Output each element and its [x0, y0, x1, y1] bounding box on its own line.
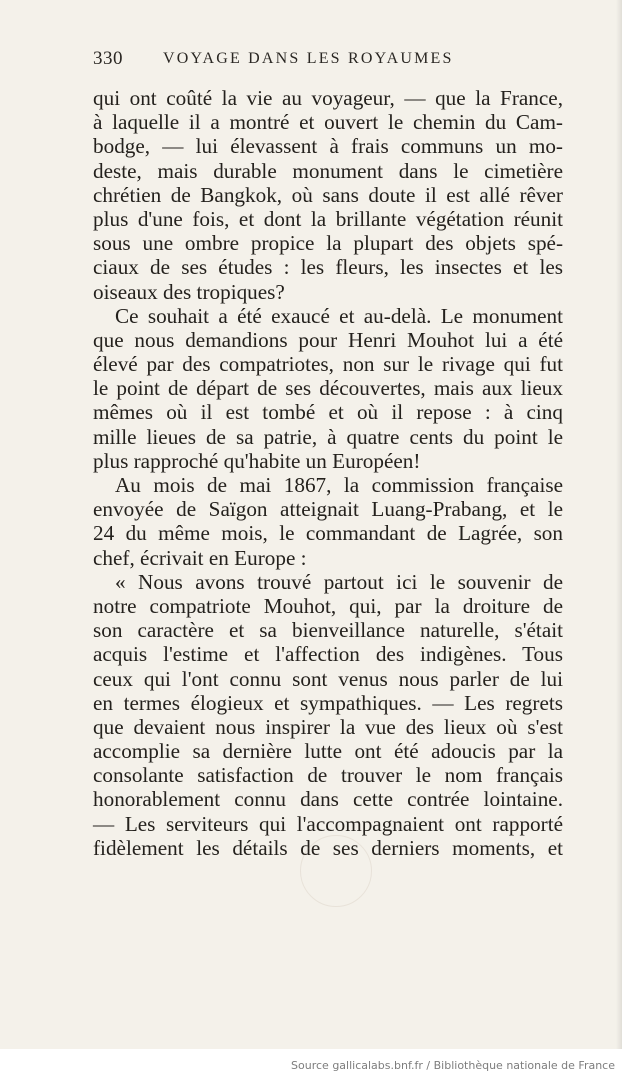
text-line: notre compatriote Mouhot, qui, par la droiture de: [93, 593, 563, 618]
page-number: 330: [93, 48, 123, 69]
text-line: en termes élogieux et sympathiques. — Les regrets: [93, 690, 563, 715]
text-line: accomplie sa dernière lutte ont été adoucis par la: [93, 739, 563, 764]
page-header: [93, 48, 563, 78]
text-line: que devaient nous inspirer la vue des lieux où s'est: [93, 714, 563, 739]
text-line: élevé par des compatriotes, non sur le rivage qui fut: [93, 352, 563, 377]
text-line: Au mois de mai 1867, la commission française: [115, 473, 563, 497]
text-line: à laquelle il a montré et ouvert le chemin du Cam-: [93, 110, 563, 135]
text-line: 24 du même mois, le commandant de Lagrée, son: [93, 521, 563, 546]
body-text: [93, 86, 563, 860]
text-line: fidèlement les détails de ses derniers moments, et: [93, 835, 563, 860]
text-line: chef, écrivait en Europe :: [93, 545, 307, 570]
text-line: — Les serviteurs qui l'accompagnaient ont rapporté: [93, 811, 563, 836]
text-line: oiseaux des tropiques?: [93, 279, 285, 304]
faint-library-stamp: [300, 835, 372, 907]
running-title: VOYAGE DANS LES ROYAUMES: [163, 50, 454, 67]
source-attribution: Source gallicalabs.bnf.fr / Bibliothèque nationale de France: [291, 1059, 615, 1072]
text-line: consolante satisfaction de trouver le nom français: [93, 763, 563, 788]
text-line: qui ont coûté la vie au voyageur, — que la France,: [93, 86, 563, 110]
text-line: honorablement connu dans cette contrée lointaine.: [93, 787, 563, 812]
text-line: le point de départ de ses découvertes, mais aux lieux: [93, 376, 563, 401]
text-line: son caractère et sa bienveillance naturelle, s'était: [93, 618, 563, 643]
text-line: bodge, — lui élevassent à frais communs un mo-: [93, 134, 563, 159]
text-line: sous une ombre propice la plupart des objets spé-: [93, 231, 563, 256]
text-line: mêmes où il est tombé et où il repose : à cinq: [93, 400, 563, 425]
text-line: ciaux de ses études : les fleurs, les insectes et les: [93, 255, 563, 280]
text-line: « Nous avons trouvé partout ici le souvenir de: [115, 569, 563, 594]
text-line: acquis l'estime et l'affection des indigènes. Tous: [93, 642, 563, 667]
text-line: mille lieues de sa patrie, à quatre cents du point le: [93, 424, 563, 449]
text-line: plus d'une fois, et dont la brillante végétation réunit: [93, 206, 563, 231]
text-line: chrétien de Bangkok, où sans doute il est allé rêver: [93, 182, 563, 207]
text-line: deste, mais durable monument dans le cimetière: [93, 158, 563, 183]
text-line: ceux qui l'ont connu sont venus nous parler de lui: [93, 666, 563, 691]
text-line: Ce souhait a été exaucé et au-delà. Le monument: [115, 303, 563, 328]
text-line: plus rapproché qu'habite un Européen!: [93, 448, 421, 473]
text-line: que nous demandions pour Henri Mouhot lui a été: [93, 327, 563, 352]
source-bar: [0, 1049, 623, 1080]
text-line: envoyée de Saïgon atteignait Luang-Prabang, et le: [93, 497, 563, 522]
page-edge-shadow: [616, 0, 622, 1049]
